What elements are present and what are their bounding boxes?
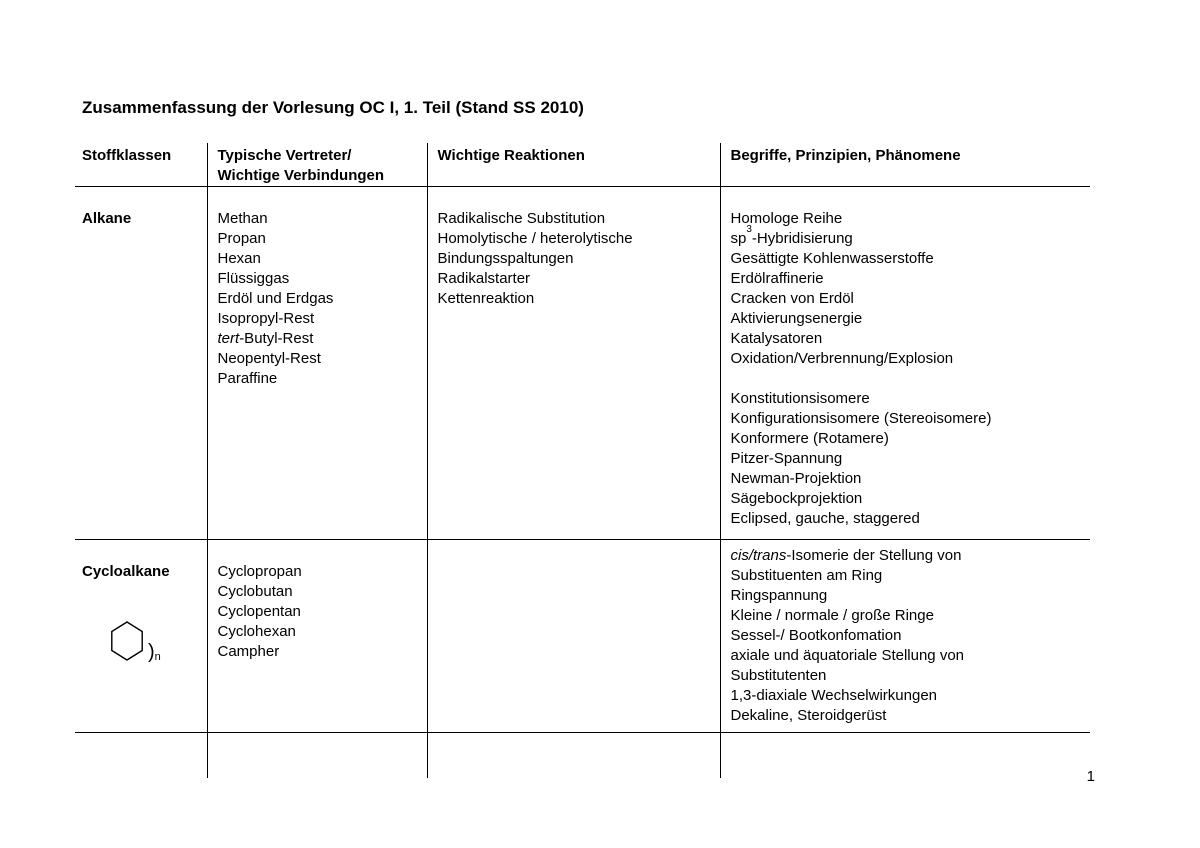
cell-line: Oxidation/Verbrennung/Explosion: [730, 350, 954, 367]
cell-line: Konformere (Rotamere): [730, 430, 889, 447]
cell-line: Bindungsspaltungen: [437, 250, 574, 267]
cell-line: Radikalstarter: [437, 270, 531, 287]
cell-line: Sessel-/ Bootkonfomation: [730, 627, 902, 644]
table-row-alkane: [75, 187, 1090, 540]
cell-line: Cyclopropan: [217, 563, 302, 580]
header-begriffe: [720, 143, 1090, 187]
cell-vertreter-cycloalkane: [207, 540, 427, 733]
cell-line: Newman-Projektion: [730, 470, 862, 487]
cell-line: Erdöl und Erdgas: [217, 290, 334, 307]
header-label: Wichtige Verbindungen: [217, 167, 385, 184]
cell-line: axiale und äquatoriale Stellung von: [730, 647, 965, 664]
header-label: Stoffklassen: [82, 147, 172, 164]
cell-line: Paraffine: [217, 370, 278, 387]
empty-cell: [207, 733, 427, 778]
cell-line: Neopentyl-Rest: [217, 350, 321, 367]
header-label: Wichtige Reaktionen: [437, 147, 585, 164]
cell-line: Campher: [217, 643, 280, 660]
cell-line: Aktivierungsenergie: [730, 310, 863, 327]
cell-line: Radikalische Substitution: [437, 210, 606, 227]
cell-line: Cyclopentan: [217, 603, 301, 620]
hexagon-shape: [108, 620, 146, 662]
ring-paren: ): [148, 641, 155, 663]
empty-cell: [427, 733, 720, 778]
table-row-cycloalkane: [75, 540, 1090, 733]
cell-line: 1,3-diaxiale Wechselwirkungen: [730, 687, 937, 704]
cell-line: cis/trans-Isomerie der Stellung von: [730, 547, 962, 564]
cell-line: Cyclobutan: [217, 583, 293, 600]
cell-line: Eclipsed, gauche, staggered: [730, 510, 920, 527]
cell-line: Erdölraffinerie: [730, 270, 824, 287]
header-row: [75, 143, 1090, 187]
cell-line: Flüssiggas: [217, 270, 290, 287]
cell-line: Ringspannung: [730, 587, 828, 604]
cyclohexane-ring-icon: [108, 620, 199, 662]
cell-line: [731, 369, 1083, 389]
stoffklasse-label: Cycloalkane: [82, 563, 170, 580]
cell-line: $sp^3$-Hybridisierung: [730, 224, 853, 247]
cell-stoffklasse-cycloalkane: [75, 540, 207, 733]
cell-line: Substitutenten: [730, 667, 827, 684]
cell-stoffklasse-alkane: [75, 187, 207, 540]
cell-line: Konstitutionsisomere: [730, 390, 870, 407]
cell-line: Cracken von Erdöl: [730, 290, 854, 307]
cell-line: Methan: [217, 210, 268, 227]
cell-line: Katalysatoren: [730, 330, 823, 347]
empty-cell: [75, 733, 207, 778]
cell-line: Kleine / normale / große Ringe: [730, 607, 934, 624]
table-row-empty: [75, 733, 1090, 778]
cell-line: Konfigurationsisomere (Stereoisomere): [730, 410, 992, 427]
page-number: 1: [1086, 768, 1095, 785]
cell-line: tert-Butyl-Rest: [217, 330, 314, 347]
header-wichtige-reaktionen: [427, 143, 720, 187]
page-title: Zusammenfassung der Vorlesung OC I, 1. Teil (Stand SS 2010): [82, 98, 584, 117]
header-label: Typische Vertreter/: [217, 147, 352, 164]
cell-reaktionen-alkane: [427, 187, 720, 540]
cell-line: Substituenten am Ring: [730, 567, 883, 584]
cell-line: Dekaline, Steroidgerüst: [730, 707, 887, 724]
cell-line: Gesättigte Kohlenwasserstoffe: [730, 250, 934, 267]
header-typische-vertreter: [207, 143, 427, 187]
cell-line: Sägebockprojektion: [730, 490, 863, 507]
stoffklasse-label: Alkane: [82, 210, 132, 227]
cell-line: Hexan: [217, 250, 261, 267]
cell-line: Homologe Reihe: [730, 210, 843, 227]
cell-line: Kettenreaktion: [437, 290, 535, 307]
ring-subscript-n: n: [154, 651, 161, 663]
cell-begriffe-cycloalkane: [720, 540, 1090, 733]
cell-line: Isopropyl-Rest: [217, 310, 315, 327]
cell-line: Propan: [217, 230, 266, 247]
cell-reaktionen-cycloalkane: [427, 540, 720, 733]
empty-cell: [720, 733, 1090, 778]
cell-begriffe-alkane: [720, 187, 1090, 540]
cell-line: Pitzer-Spannung: [730, 450, 843, 467]
cell-vertreter-alkane: [207, 187, 427, 540]
cell-line: Cyclohexan: [217, 623, 296, 640]
cell-line: Homolytische / heterolytische: [437, 230, 633, 247]
header-label: Begriffe, Prinzipien, Phänomene: [730, 147, 961, 164]
header-stoffklassen: [75, 143, 207, 187]
summary-table: [75, 143, 1090, 778]
